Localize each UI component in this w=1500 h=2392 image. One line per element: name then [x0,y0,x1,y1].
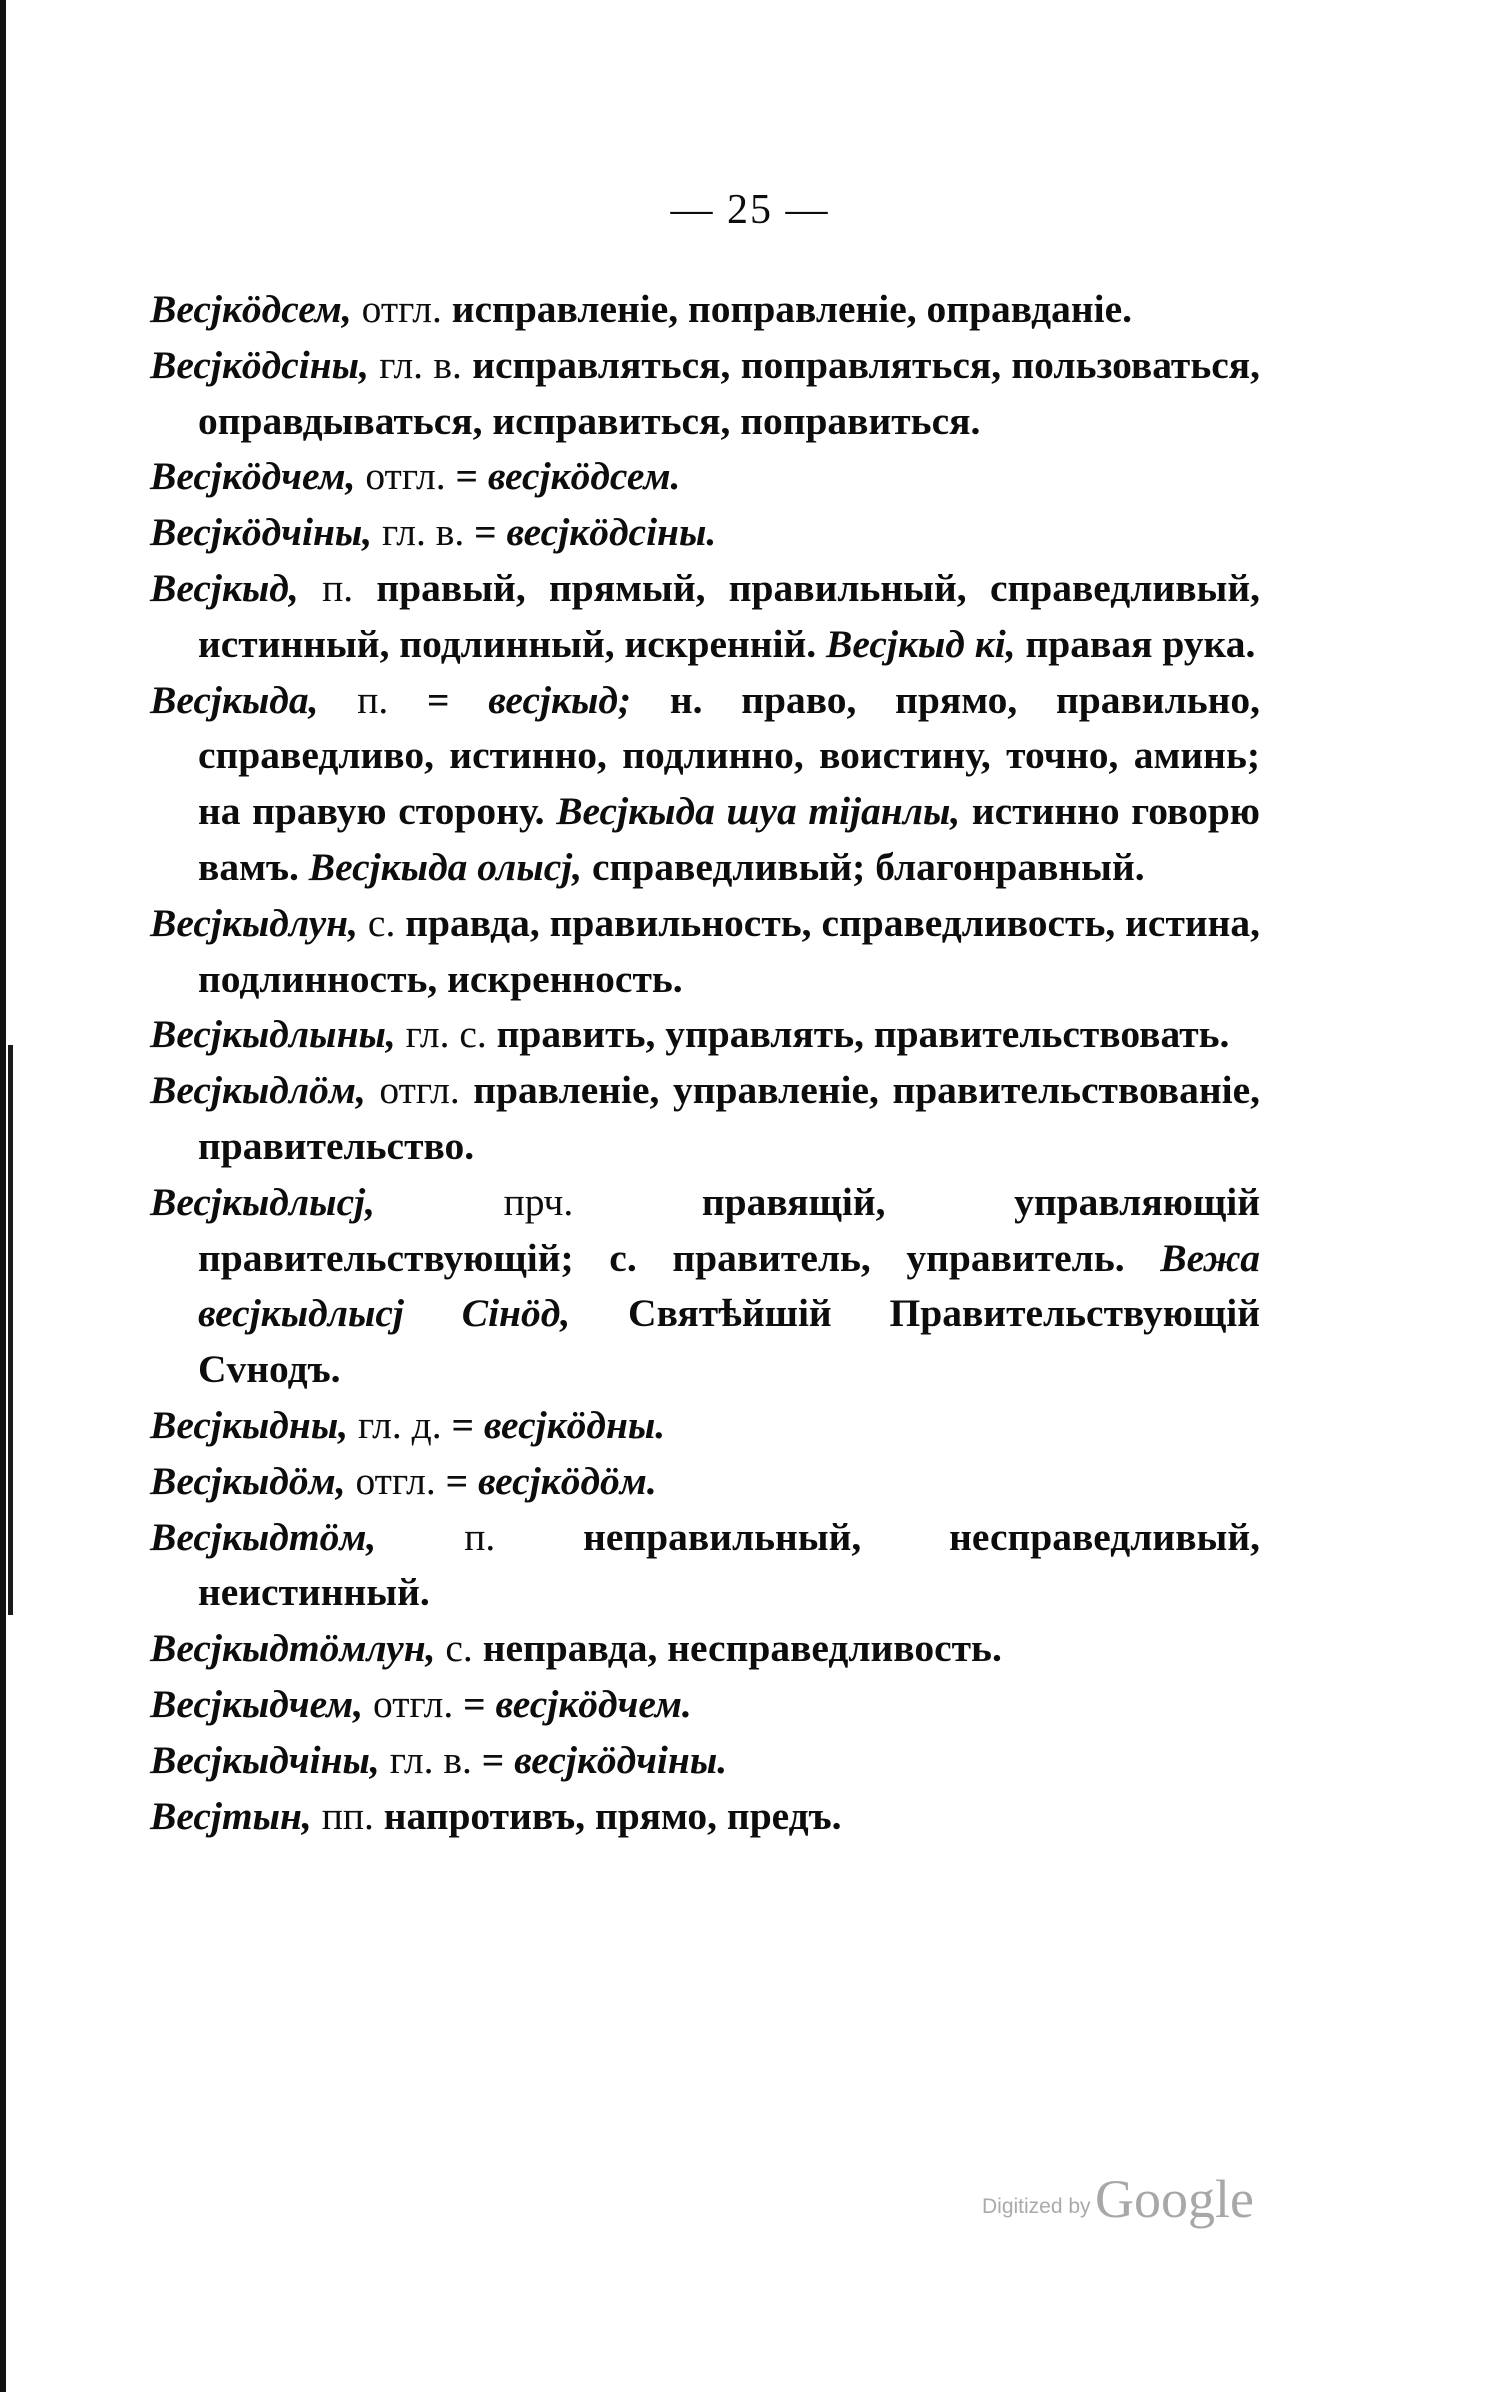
dictionary-entry: Весјкöдсем, отгл. исправленіе, поправленіе, оправданіе. [150,287,1133,331]
dictionary-entry: Весјкыда, п. = весјкыд; н. право, прямо, правильно, справедливо, истинно, подлинно, воистину, точно, аминь; на правую сторону. Весјкыда шуа тіjанлы, истинно говорю вамъ. Весјкыда олысј, справедливый; благонравный. [150,677,1260,889]
google-logo: Google [1095,2169,1254,2229]
dictionary-entry: Весјкыдлöм, отгл. правленіе, управленіе, правительствованіе, правительство. [150,1068,1260,1168]
page-number: — 25 — [670,187,830,233]
dictionary-entry: Весјтын, пп. напротивъ, прямо, предъ. [150,1793,842,1838]
dictionary-entry: Весјкыдны, гл. д. = весјкöдны. [150,1402,666,1447]
dictionary-entry: Весјкыдлун, с. правда, правильность, справедливость, истина, подлинность, искренность. [150,900,1260,1001]
dictionary-entry: Весјкыдлысј, прч. правящій, управляющій правительствующій; с. правитель, управитель. Вежа весјкыдлысј Сінöд, Святѣйшій Правительствующій Сvнодъ. [150,1179,1260,1392]
dictionary-entry: Весјкыдчем, отгл. = весјкöдчем. [150,1681,692,1726]
digitized-label: Digitized by [982,2195,1091,2218]
dictionary-body [150,282,1260,1844]
dictionary-entry: Весјкöдчіны, гл. в. = весјкöдсіны. [150,510,717,555]
dictionary-entry: Весјкыдлыны, гл. с. править, управлять, правительствовать. [150,1012,1230,1057]
dictionary-entry: Весјкыдöм, отгл. = весјкöдöм. [150,1458,657,1503]
dictionary-entry: Весјкöдсіны, гл. в. исправляться, поправляться, пользоваться, оправдываться, исправиться, поправиться. [150,342,1260,443]
digitized-by-watermark [982,2168,1254,2230]
dictionary-entry: Весјкыдтöм, п. неправильный, несправедливый, неистинный. [150,1514,1260,1615]
dictionary-entry: Весјкöдчем, отгл. = весјкöдсем. [150,454,681,499]
scan-edge-marks [8,1045,19,1615]
dictionary-entry: Весјкыдтöмлун, с. неправда, несправедливость. [150,1626,1002,1671]
dictionary-entry: Весјкыдчіны, гл. в. = весјкöдчіны. [150,1737,728,1782]
scan-edge [0,0,6,2392]
dictionary-entry: Весјкыд, п. правый, прямый, правильный, справедливый, истинный, подлинный, искренній. Весјкыд кі, правая рука. [150,565,1260,666]
